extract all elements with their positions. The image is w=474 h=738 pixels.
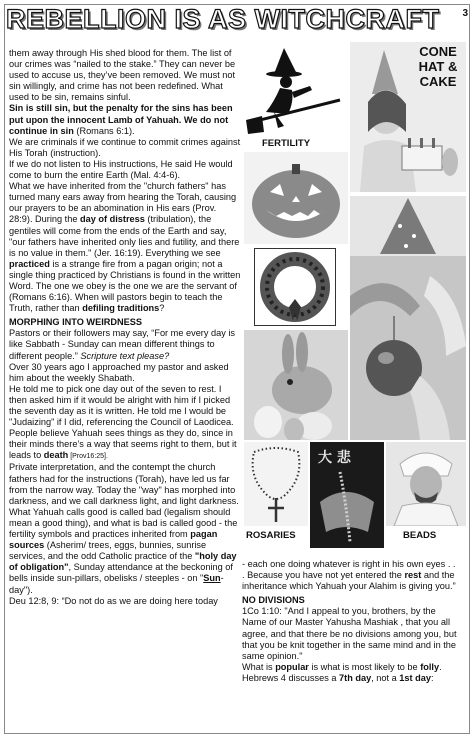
rosary-photo <box>244 442 308 526</box>
christmas-wreath-photo <box>254 248 336 326</box>
paragraph <box>9 103 241 136</box>
text-run: is what is most likely to be <box>308 661 421 672</box>
text-run: What is <box>242 661 276 672</box>
text-run: If we do not listen to His instructions, He said He would come to burn the entire Earth (Mal. 4:4-6). <box>9 158 233 181</box>
text-run: rest <box>404 570 422 581</box>
text-run: Scripture text please? <box>80 350 170 361</box>
witch-silhouette-image <box>244 42 344 142</box>
text-run: "holy day of obligation" <box>9 551 237 573</box>
text-run: Over 30 years ago I approached my pastor and asked him about the weekly Shabath. <box>9 361 229 383</box>
beads-caption: BEADS <box>403 530 437 541</box>
paragraph <box>242 606 460 661</box>
text-run: is a strange fire from a pagan origin; not a single thing practiced by Christians is found in the written Word. The one we obey is the one we are the servant of (Romans 6:16). When will pastors begin to teach the Truth, rather than <box>9 258 241 314</box>
left-text-column <box>9 48 241 607</box>
text-run: folly <box>420 661 440 672</box>
man-with-beads-photo <box>386 442 466 526</box>
section-heading <box>242 595 460 606</box>
text-run: MORPHING INTO WEIRDNESS <box>9 317 143 328</box>
text-run: -day"). <box>9 573 224 595</box>
text-run: We are criminals if we continue to commit crimes against His Torah (instruction). <box>9 136 241 158</box>
page-number: 3 <box>462 8 468 19</box>
text-run: NO DIVISIONS <box>242 595 305 606</box>
text-run: 7th day <box>339 672 372 683</box>
paragraph <box>242 559 460 592</box>
text-run: ? <box>159 303 165 314</box>
text-run: day of distress <box>80 214 145 225</box>
paragraph <box>9 362 241 384</box>
paragraph <box>9 596 241 607</box>
paragraph <box>9 48 241 103</box>
text-run: Sin is still sin, but the penalty for the sins has been put upon the innocent Lamb of Yahuah. We do not continue in sin <box>9 103 233 136</box>
text-run: : <box>430 672 434 683</box>
text-run: , Sunday attendance at the beckoning of bells inside sun-pillars, obelisks / steeples - on " <box>9 562 233 584</box>
text-run: popular <box>275 661 309 672</box>
text-run: (tribulation), the gentiles will come from the ends of the Earth and say, "our fathers have inherited only lies and futility, and there is no value in them." (Jer. 16:19). Everything we see <box>9 214 240 258</box>
text-run: Deu 12:8, 9: “Do not do as we are doing here today <box>9 595 218 606</box>
paragraph <box>9 181 241 314</box>
text-run: Private interpretation, and the contempt the church fathers had for the instructions (Torah), have led us far from the narrow way. Today the "way" has morphed into darkness, and we call darkness light, and light darkness. What Yahuah calls good is called bad (legalism should mean a good thing), and what is bad is called good - the fertility symbols and practices inherited from <box>9 462 239 540</box>
christmas-tree-photo <box>350 196 466 256</box>
text-run: them away through His shed blood for them. The list of our crimes was “nailed to the stake.” They can never be used to accuse us, they’ve been removed. We must not sin willingly, and crime has not been redefined. What used to be sin, remains sinful. <box>9 48 236 103</box>
paragraph <box>9 462 241 595</box>
text-run: He told me to pick one day out of the seven to rest. I then asked him if it would be alright with him if I picked the seventh day as it is written. He told me I would be "Judaizing" if I did, referencing the Council of Laodicea. People believe Yahuah sees things as they do, since in their minds there’s a way that seems right to them, but it leads to <box>9 383 237 461</box>
paragraph <box>9 384 241 463</box>
text-run: (Romans 6:1). <box>73 125 135 136</box>
text-run: 1Co 1:10: "And I appeal to you, brothers, by the Name of our Master Yahusha Mashiak , that you all agree, and that there be no divisions among you, but that you be knit together in the same mind and in the same opinion." <box>242 606 457 661</box>
cone-hat-cake-caption: CONE HAT & CAKE <box>418 44 458 89</box>
text-run: [Prov16:25]. <box>68 453 108 461</box>
ornament-photo <box>350 256 466 440</box>
text-run: 1st day <box>399 672 431 683</box>
page-title: REBELLION IS AS WITCHCRAFT <box>6 4 440 34</box>
text-run: . Hebrews 4 discusses a <box>242 661 442 683</box>
text-run: practiced <box>9 258 50 269</box>
text-run: , not a <box>371 672 400 683</box>
bunny-eggs-photo <box>244 330 348 440</box>
text-run: death <box>43 450 69 461</box>
right-text-column <box>242 559 460 684</box>
svg-text:大 悲: 大 悲 <box>318 450 351 466</box>
section-heading <box>9 317 241 328</box>
paragraph <box>9 159 241 181</box>
text-run: and the inheritance which Yahuah your Alahim is giving you.” <box>242 570 456 592</box>
text-run: Pastors or their followers may say, “For me every day is like Sabbath - Sunday can mean different things to different people.” <box>9 328 236 361</box>
jack-o-lantern-photo <box>244 152 348 244</box>
text-run: defiling traditions <box>82 303 160 314</box>
paragraph <box>9 137 241 159</box>
text-run: - each one doing whatever is right in his own eyes . . . Because you have not yet entered the <box>242 559 456 581</box>
text-run: Sun <box>203 573 221 584</box>
fertility-caption: FERTILITY <box>262 138 311 149</box>
rosaries-caption: ROSARIES <box>246 530 296 541</box>
text-run: pagan sources <box>9 529 218 551</box>
text-run: What we have inherited from the "church fathers" has turned many ears away from hearing the Torah, causing our prayers to be an abomination in His ears (Prov. 28:9). During the <box>9 181 237 225</box>
text-run: (Asherim/ trees, eggs, bunnies, sunrise services, and the odd Catholic practice of the <box>9 540 207 562</box>
paragraph <box>9 328 241 361</box>
prayer-beads-photo <box>310 442 384 548</box>
paragraph <box>242 662 460 684</box>
